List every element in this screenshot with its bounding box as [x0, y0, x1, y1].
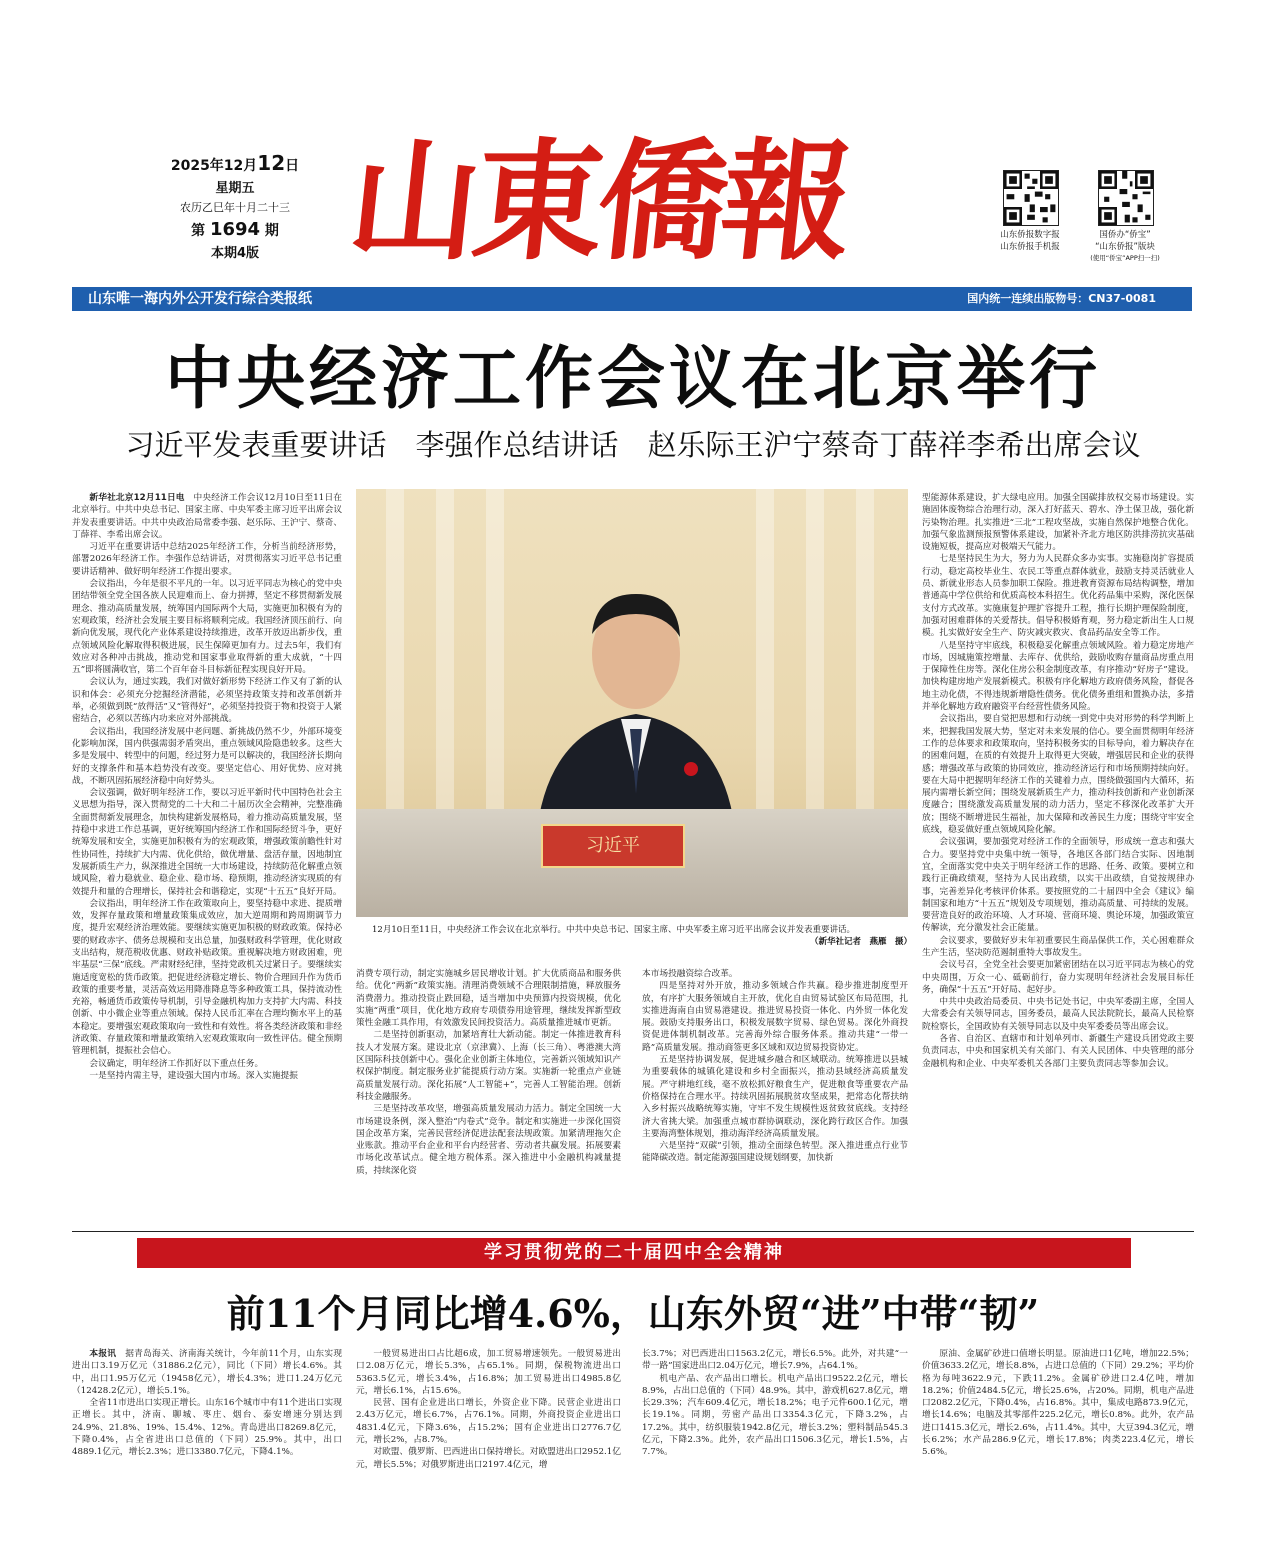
- lead-paragraph: 会议确定，明年经济工作抓好以下重点任务。: [89, 1058, 264, 1069]
- photo-credit: （新华社记者 燕雁 摄）: [809, 937, 912, 947]
- lead-paragraph: 四是坚持对外开放，推动多领域合作共赢。稳步推进制度型开放，有序扩大服务领域自主开放，优化自由贸易试验区布局范围，扎实推进海南自由贸易港建设。推进贸易投资一体化、内外贸一体化发展。鼓励支持服务出口，积极发展数字贸易、绿色贸易。深化外商投资促进体制机制改革。完善海外综合服务体系。推动共建“一带一路”高质量发展。推动商签更多区域和双边贸易投资协定。: [642, 981, 908, 1053]
- lead-paragraph: 会议指出，今年是很不平凡的一年。以习近平同志为核心的党中央团结带领全党全国各族人民迎难而上、奋力拼搏，坚定不移贯彻新发展理念、推动高质量发展，统筹国内国际两个大局，实施更加积极有为的宏观政策，经济社会发展主要目标将顺利完成。我国经济顶压前行、向新向优发展，现代化产业体系建设持续推进，改革开放迈出新步伐，重点领域风险化解取得积极进展，民生保障更加有力。过去5年，我们有效应对各种冲击挑战，推动党和国家事业取得新的重大成就，“十四五”即将圆满收官，第二个百年奋斗目标新征程实现良好开局。: [72, 579, 342, 676]
- lead-story-column-2: [356, 968, 621, 1226]
- story-paragraph: 长3.7%；对巴西进出口1563.2亿元，增长6.5%。此外，对共建“一带一路”国家进出口2.04万亿元，增长7.9%，占64.1%。: [642, 1349, 908, 1372]
- lead-paragraph: 六是坚持“双碳”引领，推动全面绿色转型。深入推进重点行业节能降碳改造。制定能源强国建设规划纲要，加快新: [642, 1141, 908, 1164]
- photo-caption: 12月10日至11日，中央经济工作会议在北京举行。中共中央总书记、国家主席、中央军委主席习近平出席会议并发表重要讲话。 （新华社记者 燕雁 摄）: [372, 925, 912, 947]
- slogan-text: 山东唯一海内外公开发行综合类报纸: [88, 291, 312, 307]
- lead-story-column-4: [922, 492, 1194, 1226]
- qr-code-icon: [1003, 170, 1059, 226]
- lead-paragraph: 会议要求，要做好岁末年初重要民生商品保供工作，关心困难群众生产生活，坚决防范遏制重特大事故发生。: [922, 935, 1194, 958]
- section-divider: [72, 1231, 1194, 1232]
- story-paragraph: 民营、国有企业进出口增长，外资企业下降。民营企业进出口2.43万亿元，增长6.7%，占76.1%。同期，外商投资企业进出口4831.4亿元，下降3.6%，占15.2%；国有企业进出口2776.7亿元，增长2%，占8.7%。: [356, 1398, 621, 1446]
- lead-paragraph: 五是坚持协调发展，促进城乡融合和区域联动。统筹推进以县城为重要载体的城镇化建设和乡村全面振兴，推动县域经济高质量发展。严守耕地红线，毫不放松抓好粮食生产，促进粮食等重要农产品价格保持在合理水平。持续巩固拓展脱贫攻坚成果，把常态化帮扶纳入乡村振兴战略统筹实施，守牢不发生规模性返贫致贫底线。支持经济大省挑大梁。加强重点城市群协调联动，深化跨行政区合作。加强主要海湾整体规划，推动海洋经济高质量发展。: [642, 1055, 908, 1139]
- lead-story-column-3: [642, 968, 908, 1226]
- issue-info: [150, 148, 320, 264]
- lead-paragraph: 新华社北京12月11日电 中央经济工作会议12月10日至11日在北京举行。中共中央总书记、国家主席、中央军委主席习近平出席会议并发表重要讲话。中共中央政治局常委李强、赵乐际、王沪宁、蔡奇、丁薛祥、李希出席会议。: [72, 493, 342, 540]
- lead-paragraph: 中共中央政治局委员、中央书记处书记，中央军委副主席，全国人大常委会有关领导同志，国务委员，最高人民法院院长，最高人民检察院检察长，全国政协有关领导同志以及中央军委委员等出席会议。: [922, 997, 1194, 1032]
- lead-paragraph: 会议强调，做好明年经济工作，要以习近平新时代中国特色社会主义思想为指导，深入贯彻党的二十大和二十届历次全会精神，完整准确全面贯彻新发展理念，加快构建新发展格局，着力推动高质量发展，坚持稳中求进工作总基调，更好统筹国内经济工作和国际经贸斗争，更好统筹发展和安全，实施更加积极有为的宏观政策，增强政策前瞻性针对性协同性，持续扩大内需、优化供给，做优增量、盘活存量，因地制宜发展新质生产力，纵深推进全国统一大市场建设，持续防范化解重点领域风险，着力稳就业、稳企业、稳市场、稳预期，推动经济实现质的有效提升和量的合理增长，保持社会和谐稳定，实现“十五五”良好开局。: [72, 788, 342, 897]
- speaker-figure: [526, 579, 746, 839]
- story-paragraph: 机电产品、农产品出口增长。机电产品出口9522.2亿元，增长8.9%，占出口总值的（下同）48.9%。其中，游戏机627.8亿元，增长29.3%；汽车609.4亿元，增长18.2%；电子元件600.1亿元，增长19.1%。同期，劳密产品出口3354.3亿元，下降3.2%，占17.2%。其中，纺织服装1942.8亿元，增长3.2%；塑料制品545.3亿元，下降2.3%。此外，农产品出口1506.3亿元，增长1.5%，占7.7%。: [642, 1373, 908, 1458]
- qr-caption-1: 山东侨报数字报 山东侨报手机报: [1000, 230, 1060, 252]
- lead-paragraph: 七是坚持民生为大，努力为人民群众多办实事。实施稳岗扩容提质行动，稳定高校毕业生、农民工等重点群体就业，鼓励支持灵活就业人员、新就业形态人员参加职工保险。推进教育资源布局结构调整，增加普通高中学位供给和优质高校本科招生。优化药品集中采购，深化医保支付方式改革。实施康复护理扩容提升工程，推行长期护理保险制度，加强对困难群体的关爱帮扶。倡导积极婚育观，努力稳定新出生人口规模。扎实做好安全生产、防灾减灾救灾、食品药品安全等工作。: [922, 554, 1194, 639]
- lead-paragraph: 各省、自治区、直辖市和计划单列市、新疆生产建设兵团党政主要负责同志，中央和国家机关有关部门、有关人民团体、中央管理的部分金融机构和企业、中央军委机关各部门主要负责同志等参加会议。: [922, 1034, 1194, 1069]
- speaker-nameplate: 习近平: [541, 824, 685, 868]
- issue-number: 第 1694 期: [191, 219, 279, 241]
- main-subhead: 习近平发表重要讲话 李强作总结讲话 赵乐际王沪宁蔡奇丁薛祥李希出席会议: [125, 428, 1141, 462]
- lead-paragraph: 八是坚持守牢底线，积极稳妥化解重点领域风险。着力稳定房地产市场，因城施策控增量、去库存、优供给，鼓励收购存量商品房重点用于保障性住房等。深化住房公积金制度改革，有序推动“好房子”建设。加快构建房地产发展新模式。积极有序化解地方政府债务风险，督促各地主动化债，不得违规新增隐性债务。优化债务重组和置换办法，多措并举化解地方政府融资平台经营性债务风险。: [922, 640, 1194, 713]
- qr-caption-2: 国侨办“侨宝” “山东侨报”版块 (使用“侨宝”APP扫一扫): [1090, 230, 1160, 262]
- lead-paragraph: 二是坚持创新驱动，加紧培育壮大新动能。制定一体推进教育科技人才发展方案。建设北京（京津冀）、上海（长三角）、粤港澳大湾区国际科技创新中心。强化企业创新主体地位，完善新兴领域知识产权保护制度。制定服务业扩能提质行动方案。实施新一轮重点产业链高质量发展行动。深化拓展“人工智能+”，完善人工智能治理。创新科技金融服务。: [356, 1030, 621, 1102]
- lead-paragraph: 本市场投融资综合改革。: [642, 969, 738, 979]
- lead-paragraph: 会议指出，明年经济工作在政策取向上，要坚持稳中求进、提质增效，发挥存量政策和增量政策集成效应，加大逆周期和跨周期调节力度，提升宏观经济治理效能。要继续实施更加积极的财政政策。保持必要的财政赤字、债务总规模和支出总量，加强财政科学管理，优化财政支出结构，规范税收优惠、财政补贴政策。重视解决地方财政困难，兜牢基层“三保”底线。严肃财经纪律，坚持党政机关过紧日子。要继续实施适度宽松的货币政策。把促进经济稳定增长、物价合理回升作为货币政策的重要考量，灵活高效运用降准降息等多种政策工具，保持流动性充裕，畅通货币政策传导机制，引导金融机构加力支持扩大内需、科技创新、中小微企业等重点领域。保持人民币汇率在合理均衡水平上的基本稳定。要增强宏观政策取向一致性和有效性。将各类经济政策和非经济政策、存量政策和增量政策纳入宏观政策取向一致性评估。健全预期管理机制，提振社会信心。: [72, 898, 342, 1057]
- lead-paragraph: 型能源体系建设，扩大绿电应用。加强全国碳排放权交易市场建设。实施固体废物综合治理行动，深入打好蓝天、碧水、净土保卫战，强化新污染物治理。扎实推进“三北”工程攻坚战，实施自然保护地整合优化。加强气象监测预报预警体系建设，加紧补齐北方地区防洪排涝抗灾基础设施短板，提高应对极端天气能力。: [922, 493, 1194, 553]
- newspaper-logo: 山東僑報: [342, 125, 855, 278]
- lead-paragraph: 习近平在重要讲话中总结2025年经济工作，分析当前经济形势，部署2026年经济工作。李强作总结讲话，对贯彻落实习近平总书记重要讲话精神、做好明年经济工作提出要求。: [72, 542, 342, 577]
- lead-label: 本报讯: [89, 1349, 117, 1359]
- slogan-bar: [72, 287, 1192, 311]
- lead-paragraph: 消费专项行动，制定实施城乡居民增收计划。扩大优质商品和服务供给。优化“两新”政策实施。清理消费领域不合理限制措施，释放服务消费潜力。推动投资止跌回稳，适当增加中央预算内投资规模，优化实施“两重”项目，优化地方政府专项债券用途管理，继续发挥新型政策性金融工具作用，有效激发民间投资活力。高质量推进城市更新。: [356, 969, 621, 1029]
- main-headline: 中央经济工作会议在北京举行: [164, 340, 1101, 419]
- second-story-column-3: [642, 1348, 908, 1548]
- lead-paragraph: 会议号召，全党全社会要更加紧密团结在以习近平同志为核心的党中央周围，万众一心、砥砺前行，奋力实现明年经济社会发展目标任务，确保“十五五”开好局、起好步。: [922, 960, 1194, 995]
- story-paragraph: 对欧盟、俄罗斯、巴西进出口保持增长。对欧盟进出口2952.1亿元，增长5.5%；对俄罗斯进出口2197.4亿元，增: [356, 1447, 621, 1470]
- qr-code-icon: [1098, 170, 1154, 226]
- dateline: 新华社北京12月11日电: [89, 493, 185, 503]
- lead-paragraph: 会议指出，要自觉把思想和行动统一到党中央对形势的科学判断上来，把握我国发展大势，坚定对未来发展的信心。要全面贯彻明年经济工作的总体要求和政策取向，坚持积极务实的目标导向，着力解决存在的困难问题，在质的有效提升上取得更大突破，增强居民和企业的获得感；增强改革与政策的协同效应，推动经济运行和市场预期持续向好。要在大局中把握明年经济工作的关键着力点，围绕做强国内大循环，拓展内需增长新空间；围绕发展新质生产力，推动科技创新和产业创新深度融合；围绕激发高质量发展的动力活力，坚定不移深化改革扩大开放；围绕不断增进民生福祉，加大保障和改善民生力度；围绕守牢安全底线，稳妥做好重点领域风险化解。: [922, 714, 1194, 836]
- lead-paragraph: 会议认为，通过实践，我们对做好新形势下经济工作又有了新的认识和体会：必须充分挖掘经济潜能，必须坚持政策支持和改革创新并举，必须做到既“放得活”又“管得好”，必须坚持投资于物和投资于人紧密结合，必须以苦练内功来应对外部挑战。: [72, 677, 342, 725]
- cn-number: 国内统一连续出版物号：CN37-0081: [967, 292, 1156, 305]
- issue-pages: 本期4版: [210, 246, 260, 262]
- issue-lunar-date: 农历乙巳年十月二十三: [180, 201, 290, 215]
- lead-paragraph: 三是坚持改革攻坚，增强高质量发展动力活力。制定全国统一大市场建设条例，深入整治“内卷式”竞争。制定和实施进一步深化国资国企改革方案，完善民营经济促进法配套法规政策。加紧清理拖欠企业账款。推动平台企业和平台内经营者、劳动者共赢发展。拓展要素市场化改革试点。健全地方税体系。深入推进中小金融机构减量提质，持续深化资: [356, 1104, 621, 1176]
- conference-photo: [356, 489, 908, 917]
- story-paragraph: 全省11市进出口实现正增长。山东16个城市中有11个进出口实现正增长。其中，济南、聊城、枣庄、烟台、泰安增速分别达到24.9%、21.8%、19%、15.4%、12%。青岛进出口8269.8亿元，下降0.4%，占全省进出口总值的（下同）25.9%。其中，出口4889.1亿元，增长2.3%；进口3380.7亿元，下降4.1%。: [72, 1398, 342, 1458]
- second-story-column-1: [72, 1348, 342, 1548]
- lead-paragraph: 一是坚持内需主导，建设强大国内市场。深入实施提振: [89, 1070, 298, 1081]
- qr-qiaobao[interactable]: [1090, 170, 1160, 263]
- story-paragraph: 原油、金属矿砂进口值增长明显。原油进口1亿吨，增加22.5%；价值3633.2亿元，增长8.8%，占进口总值的（下同）29.2%；平均价格为每吨3622.9元，下跌11.2%。金属矿砂进口2.4亿吨，增加18.2%；价值2484.5亿元，增长25.6%，占20%。同期，机电产品进口2082.2亿元，下降0.4%，占16.8%。其中，集成电路873.9亿元，增长14.6%；电脑及其零部件225.2亿元，增长0.8%。此外，农产品进口1415.3亿元，增长2.6%，占11.4%。其中，大豆394.3亿元，增长6.2%；水产品286.9亿元，增长17.8%；肉类223.4亿元，增长5.6%。: [922, 1349, 1194, 1458]
- story-paragraph: 本报讯 据青岛海关、济南海关统计，今年前11个月，山东实现进出口3.19万亿元（31886.2亿元），同比（下同）增长4.6%。其中，出口1.95万亿元（19458亿元），增长4.3%；进口1.24万亿元（12428.2亿元），增长5.1%。: [72, 1349, 342, 1396]
- story-paragraph: 一般贸易进出口占比超6成，加工贸易增速领先。一般贸易进出口2.08万亿元，增长5.3%，占65.1%。同期，保税物流进出口5363.5亿元，增长3.4%，占16.8%；加工贸易进出口4985.8亿元，增长6.1%，占15.6%。: [356, 1349, 621, 1396]
- lead-paragraph: 会议指出，我国经济发展中老问题、新挑战仍然不少，外部环境变化影响加深，国内供强需弱矛盾突出，重点领域风险隐患较多。这些大多是发展中、转型中的问题，经过努力是可以解决的，我国经济长期向好的支撑条件和基本趋势没有改变。要坚定信心、用好优势、应对挑战，不断巩固拓展经济稳中向好势头。: [72, 726, 342, 786]
- lead-story-column-1: [72, 492, 342, 1222]
- second-story-column-2: [356, 1348, 621, 1548]
- issue-date: 2025年12月12日: [170, 151, 300, 175]
- second-story-column-4: [922, 1348, 1194, 1548]
- lead-paragraph: 会议强调，要加强党对经济工作的全面领导，形成统一意志和强大合力。要坚持党中央集中统一领导，各地区各部门结合实际、因地制宜，全面落实党中央关于明年经济工作的思路、任务、政策。要树立和践行正确政绩观，坚持为人民出政绩，以实干出政绩，自觉按规律办事，完善差异化考核评价体系。要按照党的二十届四中全会《建议》编制国家和地方“十五五”规划及专项规划，推动高质量、可持续的发展。要营造良好的政治环境、人才环境、营商环境、舆论环境，加强政策宣传解读，充分激发社会正能量。: [922, 837, 1194, 934]
- section-banner: 学习贯彻党的二十届四中全会精神: [137, 1238, 1131, 1268]
- qr-digital-edition[interactable]: [1000, 170, 1060, 254]
- second-headline: 前11个月同比增4.6%，山东外贸“进”中带“韧”: [226, 1291, 1040, 1336]
- issue-weekday: 星期五: [215, 181, 255, 196]
